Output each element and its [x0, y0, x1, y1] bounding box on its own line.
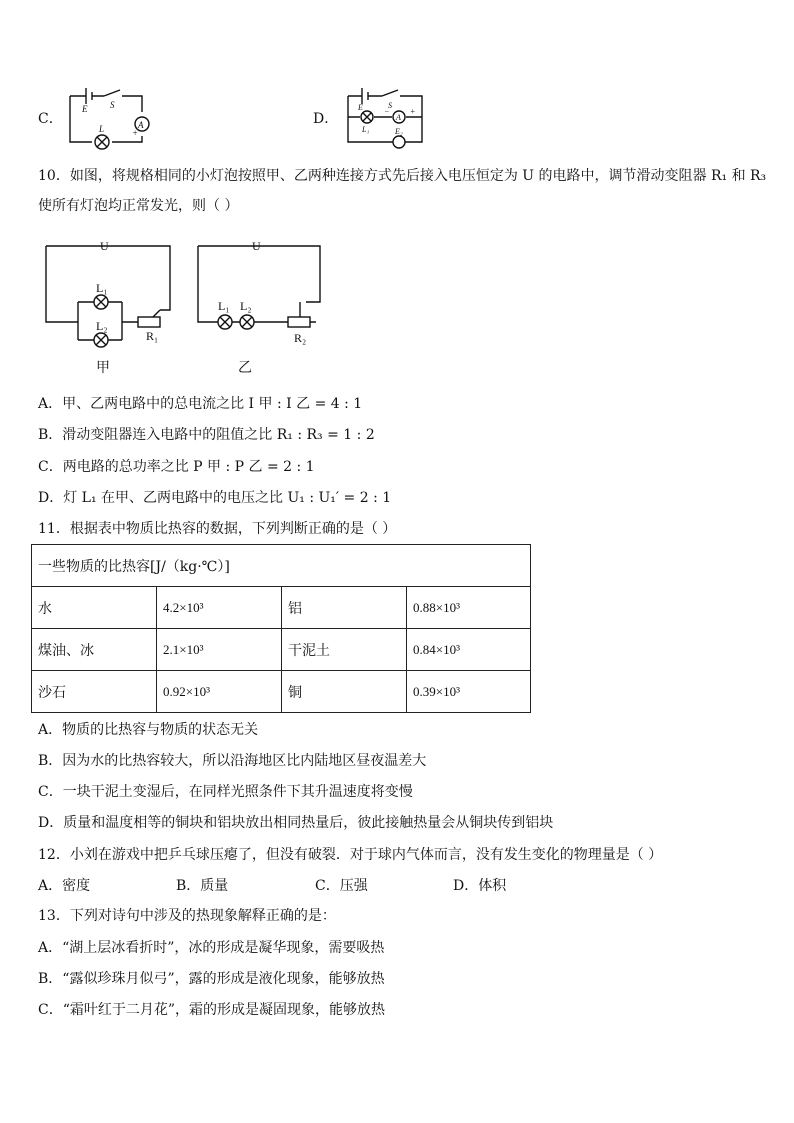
q9d-label-e: E [358, 103, 363, 112]
table-cell: 4.2×10³ [157, 587, 282, 629]
q13-stem: 13．下列对诗句中涉及的热现象解释正确的是： [38, 908, 336, 924]
table-cell: 2.1×10³ [157, 629, 282, 671]
table-cell: 煤油、冰 [32, 629, 157, 671]
q9d-label-s: S [388, 101, 392, 110]
q10-yi-l1-label: L₁ [218, 299, 230, 313]
table-cell: 干泥土 [282, 629, 407, 671]
q10-stem-line1: 10．如图，将规格相同的小灯泡按照甲、乙两种连接方式先后接入电压恒定为 U 的电路中，调节滑动变阻器 R₁ 和 R₃ [38, 168, 767, 184]
table-cell: 0.39×10³ [407, 671, 531, 713]
q10-jia-r1-label: R₁ [146, 329, 159, 343]
q10-yi-u-label: U [252, 239, 261, 253]
q11-option-a: A．物质的比热容与物质的状态无关 [38, 722, 259, 738]
q10-option-a: A．甲、乙两电路中的总电流之比 I 甲 : I 乙 = 4 : 1 [38, 396, 363, 412]
q9-option-d-label: D． [313, 111, 339, 127]
table-row [32, 587, 531, 629]
q12-option-b: B．质量 [176, 878, 229, 894]
table-row [32, 671, 531, 713]
q10-yi-r2-label: R₂ [294, 331, 307, 345]
q9c-label-a: A [138, 120, 144, 130]
q9d-label-minus: − [384, 107, 390, 116]
q13-option-b: B．“露似珍珠月似弓”，露的形成是液化现象，能够放热 [38, 971, 385, 987]
specific-heat-table [31, 544, 531, 713]
q12-option-a: A．密度 [38, 878, 91, 894]
table-cell: 铝 [282, 587, 407, 629]
q9c-label-s: S [110, 100, 115, 110]
q9c-label-e: E [82, 104, 88, 114]
q9d-label-l1: L₁ [362, 125, 370, 134]
table-title: 一些物质的比热容[J/（kg·℃）] [32, 545, 531, 587]
q11-stem: 11．根据表中物质比热容的数据，下列判断正确的是（ ） [38, 521, 397, 537]
q10-option-d: D．灯 L₁ 在甲、乙两电路中的电压之比 U₁ : U₁′ = 2 : 1 [38, 490, 392, 506]
q12-stem: 12．小刘在游戏中把乒乓球压瘪了，但没有破裂．对于球内气体而言，没有发生变化的物理量是（ ） [38, 847, 663, 863]
table-title-row [32, 545, 531, 587]
q10-stem-line2: 使所有灯泡均正常发光，则（ ） [38, 198, 239, 214]
q9d-label-e2: E₂ [395, 127, 403, 136]
q10-caption-jia: 甲 [96, 360, 110, 376]
q13-option-a: A．“湖上层冰看折时”，冰的形成是凝华现象，需要吸热 [38, 940, 385, 956]
q9-option-d-circuit [340, 84, 430, 152]
q10-option-b: B．滑动变阻器连入电路中的阻值之比 R₁ : R₃ = 1 : 2 [38, 427, 375, 443]
q10-circuit-figure [40, 238, 340, 378]
q10-jia-l2-label: L₂ [96, 319, 108, 333]
q9d-label-a: A [396, 113, 401, 122]
q9-option-c-circuit [62, 84, 152, 152]
q9c-label-plus: + [132, 128, 139, 138]
table-cell: 沙石 [32, 671, 157, 713]
table-cell: 0.88×10³ [407, 587, 531, 629]
q9c-label-l: L [99, 124, 105, 134]
q12-option-c: C．压强 [315, 878, 368, 894]
q10-jia-l1-label: L₁ [96, 281, 108, 295]
table-row [32, 629, 531, 671]
q11-option-c: C．一块干泥土变湿后，在同样光照条件下其升温速度将变慢 [38, 784, 413, 800]
q12-option-d: D．体积 [453, 878, 507, 894]
q11-option-d: D．质量和温度相等的铜块和铝块放出相同热量后，彼此接触热量会从铜块传到铝块 [38, 815, 554, 831]
q11-option-b: B．因为水的比热容较大，所以沿海地区比内陆地区昼夜温差大 [38, 753, 427, 769]
table-cell: 0.84×10³ [407, 629, 531, 671]
q13-option-c: C．“霜叶红于二月花”，霜的形成是凝固现象，能够放热 [38, 1002, 386, 1018]
q10-option-c: C．两电路的总功率之比 P 甲 : P 乙 = 2 : 1 [38, 459, 315, 475]
table-cell: 铜 [282, 671, 407, 713]
table-cell: 水 [32, 587, 157, 629]
q9d-label-plus: + [410, 107, 416, 116]
q9-option-c-label: C． [38, 111, 63, 127]
table-cell: 0.92×10³ [157, 671, 282, 713]
q10-caption-yi: 乙 [238, 360, 252, 376]
q10-yi-l2-label: L₂ [240, 299, 252, 313]
q10-jia-u-label: U [100, 239, 109, 253]
